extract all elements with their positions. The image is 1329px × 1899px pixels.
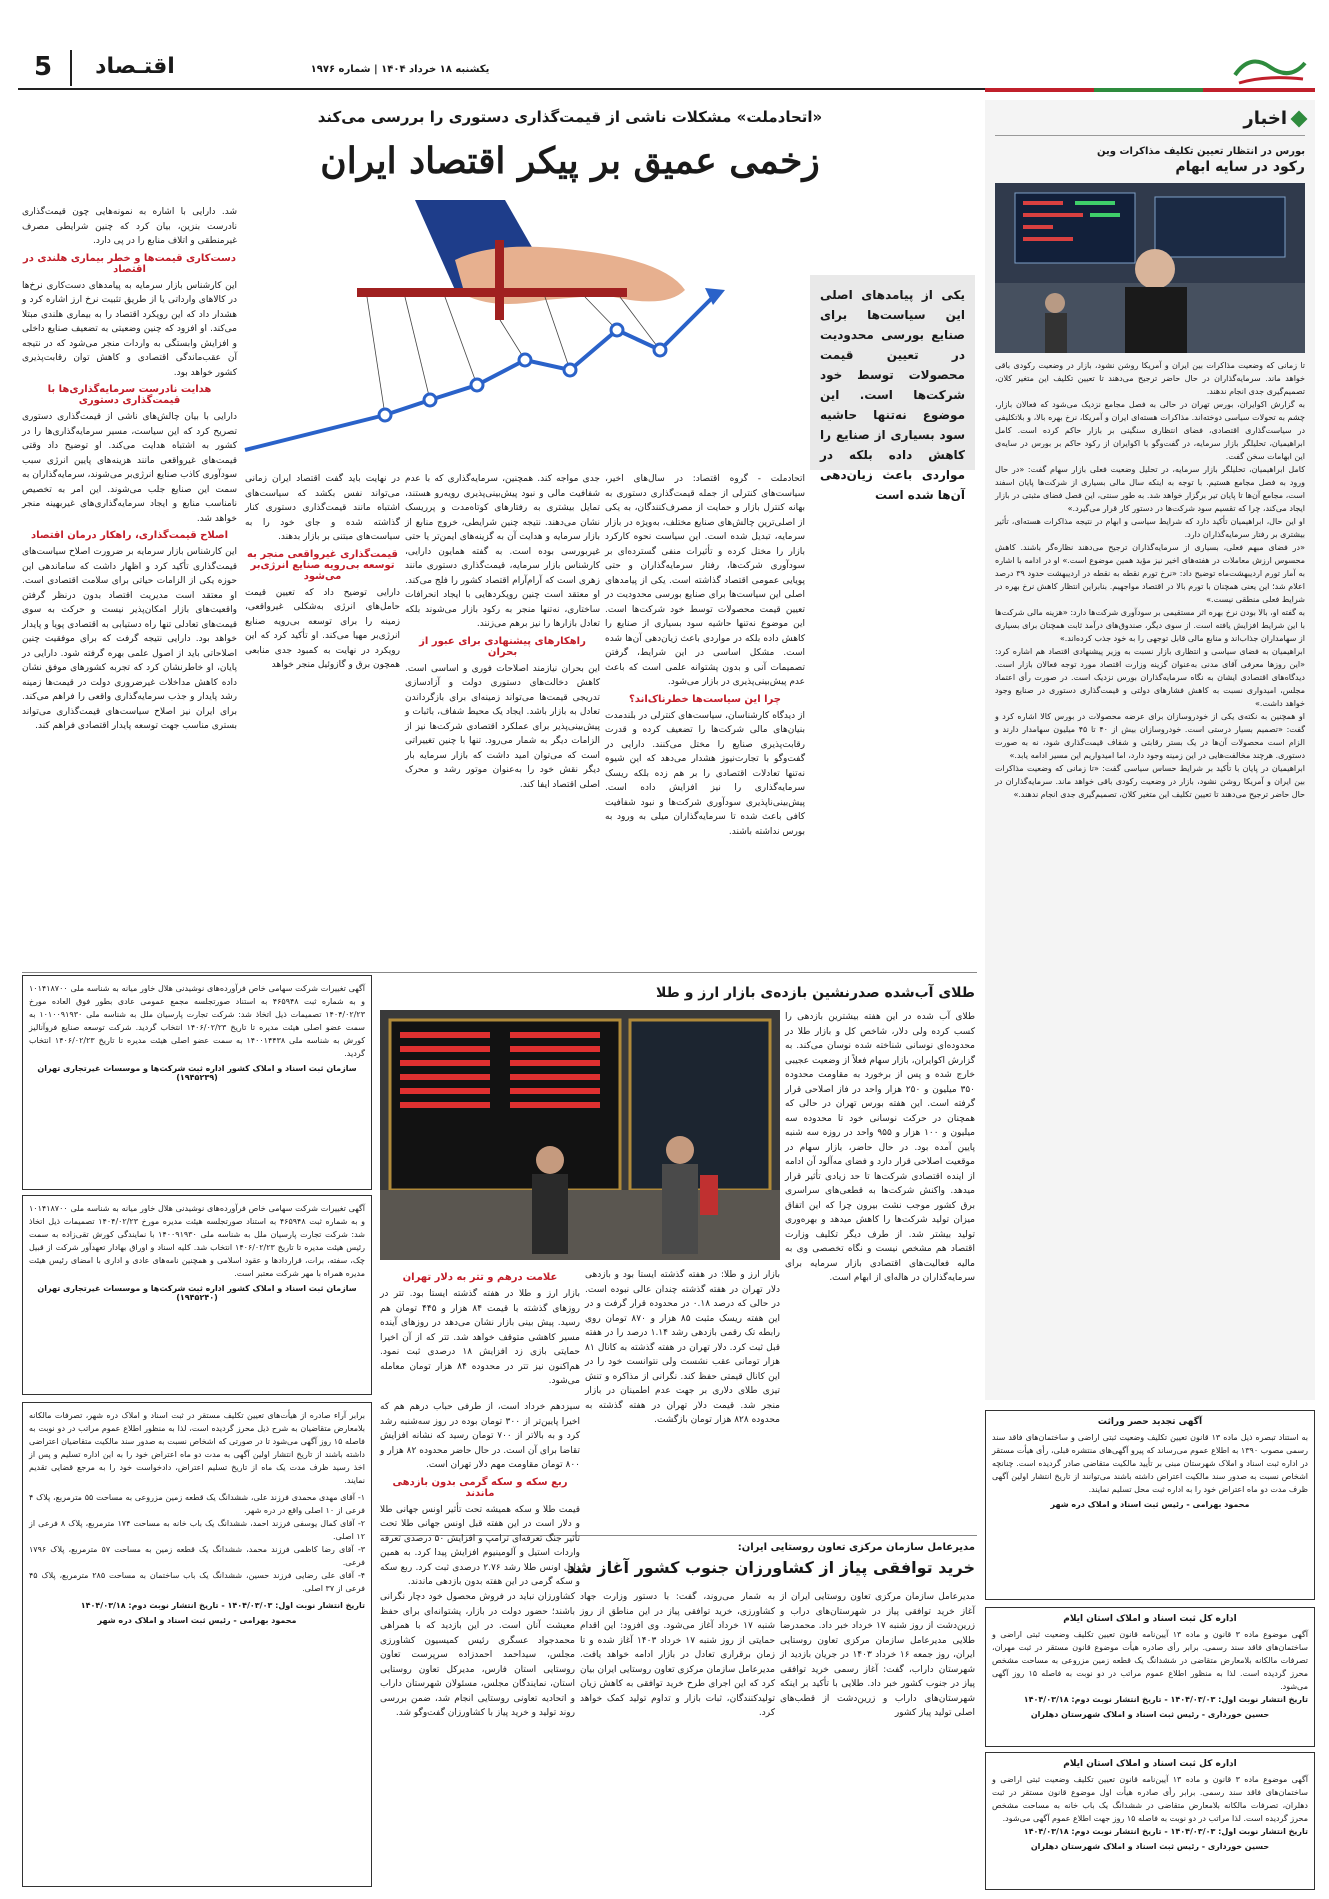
- main-paragraph: جدی مواجه کند. همچنین، سرمایه‌گذاری که با عدم شفافیت مالی و نبود پیش‌بینی‌پذیری رویه‌رو هستند، تمایل بیشتری به رفتارهای کوتاه‌مدت و پرریسک نشان می‌دهند. نتیجه چنین شرایطی، خروج منابع از بازار سرمایه و هدایت آن به گزینه‌های ایمن‌تر یا حتی غیربورسی بوده است. به گفته همایون دارایی، کارشناس بازار سرمایه، قیمت‌گذاری دستوری مانند زهری است که آرام‌آرام اقتصاد کشور را فلج می‌کند. او معتقد است چنین رویکردهایی با ایجاد انحرافات ساختاری، نه‌تنها منجر به رکود بازار می‌شوند بلکه تعادل بازارها را نیز برهم می‌زنند.: [405, 474, 600, 629]
- gold-headline: طلای آب‌شده صدرنشین بازده‌ی بازار ارز و طلا: [656, 985, 975, 1001]
- subhead: قیمت‌گذاری غیرواقعی منجر به توسعه بی‌رویه صنایع انرژی‌بر می‌شود: [247, 548, 398, 582]
- notice-text: آگهی موضوع ماده ۳ قانون و ماده ۱۳ آیین‌نامه قانون تعیین تکلیف وضعیت ثبتی اراضی و ساختمان‌های فاقد سند رسمی. برابر رأی صادره هیأت اول موضوع قانون مستقر در ثبت دهلران، تصرفات مالکانه بلامعارض متقاضی در ششدانگ یک باب خانه به مساحت مشخص محرز گردیده است. لذا مراتب در دو نوبت به فاصله ۱۵ روز جهت اطلاع عموم آگهی می‌شود.: [992, 1775, 1308, 1823]
- news-paragraph: او این حال، ابراهیمیان تأکید دارد که شرایط سیاسی و ابهام در نتیجه مذاکرات هسته‌ای، تأثیر بیشتری بر رفتار سرمایه‌گذاران دارد.: [995, 517, 1305, 539]
- header-divider: [70, 50, 72, 86]
- notice-dates: تاریخ انتشار نوبت اول: ۱۴۰۴/۰۳/۰۳ - تاریخ انتشار نوبت دوم: ۱۴۰۴/۰۳/۱۸: [1023, 1695, 1308, 1704]
- news-paragraph: کامل ابراهیمیان، تحلیلگر بازار سرمایه، در تحلیل وضعیت فعلی بازار سهام گفت: «در حال ورود به فصل مجامع هستیم. با توجه به اینکه سال مالی بسیاری از شرکت‌ها پایان اسفند است، مجامع آن‌ها تا پایان تیر برگزار خواهد شد. به طور سنتی، این فصل فضای مثبتی در بازار ایجاد می‌کند، چرا که تقسیم سود شرکت‌ها در دستور کار قرار می‌گیرد.»: [995, 465, 1305, 513]
- news-paragraph: «در فضای مبهم فعلی، بسیاری از سرمایه‌گذاران ترجیح می‌دهند نظاره‌گر باشند. کاهش محسوس ارزش معاملات در هفته‌های اخیر نیز مؤید همین موضوع است.» او در ادامه با اشاره به آمار تورم اردیبهشت‌ماه توضیح داد: «نرخ تورم نقطه به نقطه در اردیبهشت حدود ۳۹ درصد اعلام شد؛ این یعنی همچنان با تورم بالا در اقتصاد مواجهیم. بنابراین انتظار کاهش نرخ بهره در شرایط فعلی منطقی نیست.»: [995, 543, 1305, 604]
- onion-paragraph: مدیرعامل سازمان مرکزی تعاون روستایی ایران از آغاز خرید توافقی پیاز در شهرستان‌های دراب و زرین‌دشت از روز شنبه ۱۷ خرداد خبر داد. محمدرضا طلایی مدیرعامل سازمان مرکزی تعاون روستایی ایران، روز جمعه ۱۶ خرداد ۱۴۰۳ در جریان بازدید از شهرستان داراب، گفت: آغاز رسمی خرید توافقی پیاز در جنوب کشور خبر داد. طلایی با تأکید بر اینکه شهرستان‌های داراب و زرین‌دشت از قطب‌های اصلی تولید پیاز کشور: [780, 1592, 976, 1718]
- diamond-bullet-icon: [1291, 110, 1308, 127]
- news-column: [985, 100, 1315, 1400]
- subhead: علامت درهم و تتر به دلار تهران: [402, 1272, 558, 1283]
- pull-quote: [810, 275, 975, 502]
- header-rule: [18, 88, 986, 90]
- notice-text: برابر آراء صادره از هیأت‌های تعیین تکلیف مستقر در ثبت اسناد و املاک دره شهر، تصرفات مالکانه بلامعارض متقاضیان به شرح ذیل محرز گردیده است، لذا به منظور اطلاع عموم مراتب در دو نوبت به فاصله ۱۵ روز آگهی می‌شود تا در صورتی که اشخاص نسبت به صدور سند مالکیت متقاضیان اعتراضی داشته باشند از تاریخ انتشار اولین آگهی به مدت دو ماه اعتراض خود را به این اداره تسلیم و پس از اخذ رسید ظرف مدت یک ماه از تاریخ تسلیم اعتراض، دادخواست خود را به مرجع قضایی تقدیم نمایند.: [29, 1411, 365, 1485]
- main-paragraph: این کارشناس بازار سرمایه بر ضرورت اصلاح سیاست‌های قیمت‌گذاری تأکید کرد و اظهار داشت که ساماندهی این حوزه یکی از الزامات حیاتی برای سلامت اقتصادی است. او معتقد است مدیریت اقتصاد بدون درنظر گرفتن واقعیت‌های بازار امکان‌پذیر نیست و حرکت به سوی قیمت‌های تعادلی تنها راه دستیابی به اقتصادی پویا و پایدار خواهد بود. دارایی نتیجه گرفت که برای موفقیت چنین اصلاحاتی باید از اصول علمی بهره گرفته شود. دارایی در پایان، او خاطرنشان کرد که تجربه کشورهای موفق نشان داده کاهش مداخلات غیرضروری دولت در قیمت‌ها زمینه رشد پایدار و جذب سرمایه‌گذاری واقعی را فراهم می‌کند. برای ایران نیز اصلاح سیاست‌های قیمت‌گذاری می‌تواند بستری مناسب جهت توسعه پایدار اقتصادی فراهم کند.: [22, 547, 237, 731]
- main-paragraph: دارایی توضیح داد که تعیین قیمت حامل‌های انرژی به‌شکلی غیرواقعی، زمینه را برای توسعه بی‌رویه صنایع انرژی‌بر مهیا می‌کند. او تأکید کرد که این رویکرد در نهایت به کمبود جدی منابعی همچون برق و گازوئیل منجر خواهد: [245, 587, 400, 670]
- registry-notice-1: [985, 1607, 1315, 1747]
- main-col-1: [22, 205, 237, 970]
- land-notice: [22, 1402, 372, 1887]
- subhead: هدایت نادرست سرمایه‌گذاری‌ها با قیمت‌گذاری دستوری: [47, 384, 212, 406]
- marionette-hand-illustration: [245, 200, 805, 465]
- notice-footer: سازمان ثبت اسناد و املاک کشور اداره ثبت شرکت‌ها و موسسات غیرتجاری تهران (۱۹۴۵۲۳۹): [37, 1064, 357, 1082]
- notice-footer: محمود بهرامی - رئیس ثبت اسناد و املاک دره شهر: [97, 1616, 297, 1625]
- onion-paragraph: کشاورزان نباید در فروش محصول خود دچار نگرانی باشند؛ حضور دولت در بازار، پشتوانه‌ای برای حفظ معیشت آنان است. در این بازدید که با همراهی محمدجواد عسگری رئیس کمیسیون کشاورزی مجلس، سیداحمد احمدزاده سرپرست تعاون روستایی استان فارس، مدیرکل تعاون روستایی استان، نمایندگان مجلس، مسئولان شهرستان داراب و اتحادیه تعاونی روستایی انجام شد، ضمن بررسی روند تولید و خرید پیاز با کشاورزان گفت‌وگو شد.: [380, 1592, 575, 1718]
- news-kicker: بورس در انتظار تعیین تکلیف مذاکرات وین: [1097, 146, 1305, 157]
- main-paragraph: دارایی با بیان چالش‌های ناشی از قیمت‌گذاری دستوری تصریح کرد که این سیاست، مسیر سرمایه‌گذاری‌ها را در کشور به اشتباه هدایت می‌کند. او توضیح داد وقتی قیمت‌های غیرواقعی مانند هزینه‌های پایین انرژی سبب سودآوری کاذب صنایع انرژی‌بر می‌شوند، سرمایه‌گذاران به سمت این صنایع جلب می‌شوند. این امر به تخصیص نامناسب منابع و ایجاد سرمایه‌گذاری‌های غیربهینه منجر خواهد شد.: [22, 412, 237, 524]
- onion-kicker: مدیرعامل سازمان مرکزی تعاون روستایی ایران:: [737, 1542, 975, 1553]
- notice-text: آگهی تغییرات شرکت سهامی خاص فرآورده‌های نوشیدنی هلال خاور میانه به شناسه ملی ۱۰۱۴۱۸۷۰۰ و به شماره ثبت ۴۶۵۹۴۸ به استناد صورتجلسه هیئت مدیره مورخ ۱۴۰۴/۰۲/۲۳ تصمیمات ذیل اتخاذ شد: شرکت تجارت پارسیان ملل به شناسه ملی ۱۴۰۰۹۱۹۳۰ با نمایندگی کورش تقی‌زاده به سمت رئیس هیئت مدیره تا تاریخ ۱۴۰۶/۰۲/۲۳ انتخاب شد. کلیه اسناد و اوراق بهادار تعهدآور شرکت از قبیل چک، سفته، برات، قراردادها و عقود اسلامی و همچنین نامه‌های عادی و اداری با امضای رئیس هیئت مدیره همراه با مهر شرکت معتبر است.: [29, 1204, 366, 1278]
- notice-list: ۱- آقای مهدی محمدی فرزند علی، ششدانگ یک قطعه زمین مزروعی به مساحت ۵۵ مترمربع، پلاک ۴ فرعی از ۱۰ اصلی واقع در دره شهر. ۲- آقای کمال یوسفی فرزند احمد، ششدانگ یک باب خانه به مساحت ۱۷۴ مترمربع، پلاک ۸ فرعی از ۱۲ اصلی. ۳- آقای رضا کاظمی فرزند محمد، ششدانگ یک قطعه زمین به مساحت ۵۷ مترمربع، پلاک ۱۷۹۶ فرعی. ۴- آقای علی رضایی فرزند حسین، ششدانگ یک باب ساختمان به مساحت ۲۸۵ مترمربع، پلاک ۴۵ فرعی از ۳۷ اصلی.: [29, 1493, 366, 1593]
- main-paragraph: این بحران نیازمند اصلاحات فوری و اساسی است. کاهش دخالت‌های دستوری دولت و آزادسازی تدریجی قیمت‌ها می‌تواند زمینه‌ای برای بازگرداندن تعادل به بازار باشد. ایجاد یک محیط شفاف، باثبات و پیش‌بینی‌پذیر برای عملکرد اقتصادی شرکت‌ها نیز از الزامات دیگر به شمار می‌رود. تنها با چنین تغییراتی است که می‌توان امید داشت که بازار سرمایه بار دیگر نقش خود را به‌عنوان موتور رشد و محرک اصلی اقتصاد ایفا کند.: [405, 663, 600, 790]
- onion-col-3: [380, 1590, 575, 1890]
- gold-paragraph: طلای آب شده در این هفته بیشترین بازدهی را کسب کرده ولی دلار، شاخص کل و بازار طلا در محدوده‌ای نوسانی شناخته شده نوسان می‌کند. به گزارش اکوایران، بازار سهام فعلاً از وضعیت عجیبی خارج شده و پس از برخورد به مقاومت محدوده ۳۵۰ میلیون و ۲۵۰ هزار واحد در فاز اصلاحی قرار گرفته است. این هفته بورس تهران در حالی که همچنان در حرکت نوسانی خود تا محدوده سه میلیون و ۱۰۰ هزار و ۹۵۵ واحد در روزه سه شنبه پایین آمده بود. در حال حاضر، بازار سهام در موقعیت اصلاحی قرار دارد و فضای مه‌آلود آن ادامه از اینده اقتصادی شرکت‌ها تا حد زیادی تأثیر قرار میدهد. واکنش شرکت‌ها به قطعی‌های سراسری برق کشور موجب نشت بیرون چرا که این اتفاق میزان تولید شرکت‌ها را کاهش میدهد و بهره‌وری تولید بیشتر شد. از طرف دیگر تکلیف وزارت اقتصاد هم مشخص نیست و نگاه تخصصی وی به مالیه فعالیت‌های اقتصادی بازار سرمایه برای سرمایه‌گذاران در هاله‌ای از ابهام است.: [785, 1012, 975, 1283]
- notice-title: اداره کل ثبت اسناد و املاک استان ایلام: [1063, 1614, 1237, 1624]
- company-notice-1: [22, 975, 372, 1190]
- main-col-b: [405, 472, 600, 967]
- main-paragraph: شد. دارایی با اشاره به نمونه‌هایی چون قیمت‌گذاری نادرست بنزین، بیان کرد که چنین شرایطی مصرف غیرمنطقی و اتلاف منابع را در پی دارد.: [22, 207, 237, 246]
- news-paragraph: به گزارش اکوایران، بورس تهران در حالی به فصل مجامع نزدیک می‌شود که فعالان بازار، چشم به تحولات سیاسی دوخته‌اند. مذاکرات هسته‌ای ایران و آمریکا، نرخ بهره بالا، و بلاتکلیفی در سیاست‌گذاری اقتصادی، فضای انتظاری سنگینی بر بازار حاکم کرده است. کامل ابراهیمیان، تحلیلگر بازار سرمایه، در گفت‌وگو با اکوایران از رکود حاکم بر بورس در سایه‌ی این ابهامات سخن گفت.: [995, 400, 1305, 461]
- notice-dates: تاریخ انتشار نوبت اول: ۱۴۰۴/۰۳/۰۳ - تاریخ انتشار نوبت دوم: ۱۴۰۴/۰۳/۱۸: [80, 1601, 365, 1610]
- registry-notice-2: [985, 1752, 1315, 1890]
- gold-paragraph: بازار ارز و طلا: در هفته گذشته ایستا بود و بازدهی دلار تهران در هفته گذشته چندان عالی نبوده است. در حالی که درصد ۰.۱۸ در محدوده قرار گرفت و در این هفته ریسک مثبت ۸۵ هزار و ۸۷۰ تومان روی رابطه تک رقمی بازدهی رشد ۱.۱۴ درصد را در هفته قبل ثبت کرد. دلار تهران در هفته گذشته به کانال ۸۱ هزار تومانی عقب نشست ولی نتوانست خود را در این کانال قیمتی حفظ کند. نگرانی از مذاکره و تنش تیزی طلای دلاری بر جهت عدم اطمینان در بازار منجر شد. قیمت دلار تهران در هفته گذشته به محدوده ۸۲۸ هزار تومان بازگشت.: [585, 1270, 780, 1425]
- onion-col-1: [780, 1590, 975, 1890]
- news-column-title: اخبار: [1243, 108, 1287, 129]
- date-line: یکشنبه ۱۸ خرداد ۱۴۰۴ | شماره ۱۹۷۶: [310, 64, 490, 75]
- company-notice-2: [22, 1195, 372, 1395]
- notice-footer: حسین خورداری - رئیس ثبت اسناد و املاک شهرستان دهلران: [1030, 1842, 1270, 1851]
- notice-title: آگهی تجدید حصر وراثت: [1097, 1417, 1203, 1427]
- section-divider: [22, 972, 977, 973]
- gold-col-1: [785, 1010, 975, 1530]
- news-paragraph: به گفته او، بالا بودن نرخ بهره اثر مستقیمی بر سودآوری شرکت‌ها دارد: «هزینه مالی شرکت‌ها با این شرایط افزایش یافته است. از سوی دیگر، صندوق‌های درآمد ثابت همچنان برای بسیاری از سهامداران جذاب‌اند و منابع مالی قابل توجهی را به خود جذب کرده‌اند.»: [994, 608, 1305, 643]
- news-paragraph: ابراهیمیان در پایان با تأکید بر شرایط حساس سیاسی گفت: «تا زمانی که وضعیت مذاکرات بین ایران و آمریکا روشن نشود، بازار در وضعیت رکودی باقی خواهد ماند. سرمایه‌گذاران در حال حاضر ترجیح می‌دهند تا تعیین تکلیف این متغیر کلان، تصمیم‌گیری جدی انجام ندهند.»: [995, 764, 1305, 799]
- notice-text: آگهی موضوع ماده ۳ قانون و ماده ۱۳ آیین‌نامه قانون تعیین تکلیف وضعیت ثبتی اراضی و ساختمان‌های فاقد سند رسمی. برابر رأی صادره هیأت موضوع قانون مستقر در ثبت مهران، تصرفات مالکانه بلامعارض متقاضی در ششدانگ یک قطعه زمین مزروعی به مساحت مشخص محرز گردیده است. لذا به منظور اطلاع عموم مراتب در دو نوبت به فاصله ۱۵ روز آگهی می‌شود.: [992, 1630, 1308, 1691]
- onion-paragraph: به شمار می‌روند، گفت: با دستور وزارت جهاد کشاورزی، خرید توافقی پیاز در این مناطق از روز شنبه ۱۷ خرداد آغاز می‌شود. وی افزود: این اقدام حمایتی از روز شنبه ۱۷ خرداد ۱۴۰۳ آغاز شده و تا زمان برقراری تعادل در بازار ادامه خواهد یافت. مدیرعامل سازمان مرکزی تعاون روستایی ایران بیان کرد که این اجرای طرح خرید توافقی به کاهش زیان تولیدکنندگان، ثبات بازار و تداوم تولید کمک خواهد کرد.: [580, 1592, 776, 1718]
- notice-footer: حسین خورداری - رئیس ثبت اسناد و املاک شهرستان دهلران: [1030, 1710, 1270, 1719]
- section-title: اقتـصاد: [95, 54, 175, 79]
- notice-text: به استناد تبصره ذیل ماده ۱۳ قانون تعیین تکلیف وضعیت ثبتی اراضی و ساختمان‌های فاقد سند رسمی مصوب ۱۳۹۰ به اطلاع عموم می‌رساند که پیرو آگهی‌های منتشره قبلی، رأی هیأت مستقر در اداره ثبت اسناد و املاک شهرستان مبنی بر تأیید مالکیت متقاضی صادر گردیده است. چنانچه اشخاص نسبت به صدور سند مالکیت اعتراض داشته باشند می‌توانند از تاریخ انتشار اولین آگهی ظرف مدت دو ماه اعتراض خود را به اداره ثبت محل تسلیم نمایند.: [992, 1433, 1309, 1494]
- stock-trader-photo: [995, 183, 1305, 353]
- gold-col-2: [585, 1268, 780, 1528]
- main-paragraph: این کارشناس بازار سرمایه به پیامدهای دست‌کاری نرخ‌ها در کالاهای وارداتی یا از طریق تثبیت نرخ ارز اشاره کرد و هشدار داد که این رویکرد اقتصاد را به بیماری هلندی مبتلا می‌کند. او افزود که چنین وضعیتی به تضعیف صنایع داخلی و افزایش وابستگی به واردات منجر می‌شود که در نتیجه آن عقب‌ماندگی اقتصادی و کاهش توان رقابت‌پذیری کشور خواهد بود.: [22, 280, 237, 378]
- main-paragraph: در نهایت باید گفت اقتصاد ایران زمانی می‌تواند نفس بکشد که سیاست‌های اشتباه مانند قیمت‌گذاری دستوری کنار گذاشته شده و جای خود را به سیاست‌های مبتنی بر بازار بدهند.: [245, 474, 400, 542]
- onion-headline: خرید توافقی پیاز از کشاورزان جنوب کشور آغاز شد: [566, 1558, 975, 1577]
- main-headline: زخمی عمیق بر پیکر اقتصاد ایران: [320, 140, 820, 182]
- color-band: [985, 88, 1315, 92]
- gold-paragraph: بازار ارز و طلا در هفته گذشته ایستا بود. تتر در روزهای گذشته با قیمت ۸۴ هزار و ۴۴۵ تومان هم رسید. پیش بینی بازار نشان می‌دهد در روزهای آینده مسیر کاهشی متوقف خواهد شد. تتر که از آن اخیرا حمایتی بازی زد افزایش ۱۸ درصدی ثبت نمود. هم‌اکنون نیز تتر در محدوده ۸۴ هزار تومان معامله می‌شود.: [380, 1289, 580, 1386]
- page-number: 5: [33, 52, 53, 82]
- gold-paragraph: سیزدهم خرداد است، از طرفی حباب درهم هم که اخیرا پایین‌تر از ۳۰۰ تومان بوده در روز سه‌شنبه رشد کرد و به بالاتر از ۷۰۰ تومان رسید که نشانه افزایش تقاضا برای آن است. در حال حاضر محدوده ۸۲ هزار و ۸۰۰ تومان مقاومت مهم دلار تهران است.: [380, 1402, 581, 1470]
- subhead: دست‌کاری قیمت‌ها و خطر بیماری هلندی در اقتصاد: [22, 252, 237, 275]
- subhead: چرا این سیاست‌ها خطرناک‌اند؟: [629, 693, 781, 705]
- main-paragraph: اتحادملت - گروه اقتصاد: در سال‌های اخیر، سیاست‌های کنترلی از جمله قیمت‌گذاری دستوری به بهانه کنترل بازار و حمایت از مصرف‌کنندگان، به یکی از اصلی‌ترین چالش‌های صنایع مختلف، به‌ویژه در بازار سرمایه، تبدیل شده است. این سیاست نحوه کارکرد بازار را مختل کرده و تأثیرات منفی گسترده‌ای بر سودآوری شرکت‌ها، رفتار سرمایه‌گذاران و حتی پویایی عمومی اقتصاد گذاشته است. یکی از پیامدهای اصلی این سیاست‌ها برای صنایع بورسی محدودیت در تعیین قیمت محصولات توسط خود شرکت‌ها است. این موضوع نه‌تنها حاشیه سود بسیاری از صنایع را کاهش داده بلکه در مواردی باعث زیان‌دهی آن‌ها شده است. مشکل اساسی در این شرایط، گرفتن تصمیمات آنی و بدون پشتوانه علمی است که باعث عدم پیش‌بینی‌پذیری در بازار می‌شود.: [605, 474, 805, 687]
- main-kicker: «اتحادملت» مشکلات ناشی از قیمت‌گذاری دستوری را بررسی می‌کند: [317, 108, 823, 126]
- subhead: راهکارهای پیشنهادی برای عبور از بحران: [419, 635, 586, 658]
- main-paragraph: از دیدگاه کارشناسان، سیاست‌های کنترلی در بلندمدت بنیان‌های مالی شرکت‌ها را تضعیف کرده و قدرت رقابت‌پذیری صنایع را مختل می‌کنند. دارایی در گفت‌وگو با تجارت‌نیوز هشدار می‌دهد که این شیوه نه‌تنها تعادلات اقتصادی را بر هم زده بلکه ریسک سرمایه‌گذاری را نیز افزایش داده است. پیش‌بینی‌ناپذیری سودآوری شرکت‌ها و نبود شفافیت کافی باعث شده تا سرمایه‌گذاران میلی به ورود به بورس نداشته باشند.: [605, 710, 805, 837]
- news-headline: رکود در سایه ابهام: [1175, 159, 1305, 175]
- news-paragraph: تا زمانی که وضعیت مذاکرات بین ایران و آمریکا روشن نشود، بازار در وضعیت رکودی باقی خواهد ماند. سرمایه‌گذاران در حال حاضر ترجیح می‌دهند تا تعیین تکلیف این متغیر کلان، تصمیم‌گیری جدی انجام ندهند.: [995, 361, 1305, 396]
- gold-paragraph: قیمت طلا و سکه همیشه تحت تأثیر اونس جهانی طلا و دلار است در این هفته قبل اونس جهانی طلا تحت تأثیر جنگ تعرفه‌ای ترامپ و افزایش ۵۰ درصدی تعرفه واردات استیل و آلومینیوم افزایش پیدا کرد. به همین دلیل اونس طلا رشد ۲.۷۶ درصدی ثبت کرد. ربع سکه و سکه گرمی در این هفته بدون بازدهی ماندند.: [380, 1504, 580, 1587]
- notice-dates: تاریخ انتشار نوبت اول: ۱۴۰۴/۰۳/۰۳ - تاریخ انتشار نوبت دوم: ۱۴۰۴/۰۳/۱۸: [1023, 1827, 1308, 1836]
- notice-text: آگهی تغییرات شرکت سهامی خاص فرآورده‌های نوشیدنی هلال خاور میانه به شناسه ملی ۱۰۱۴۱۸۷۰۰ و به شماره ثبت ۴۶۵۹۴۸ به استناد صورتجلسه مجمع عمومی عادی بطور فوق العاده مورخ ۱۴۰۴/۰۲/۲۳ تصمیمات ذیل اتخاذ شد: شرکت تجارت پارسیان ملل به شناسه ملی ۱۰۱۰۰۹۱۹۳۰ به سمت عضو اصلی هیئت مدیره تا تاریخ ۱۴۰۶/۰۲/۲۳ انتخاب گردید. شرکت توسعه صنایع فروآنالیز کورش به شناسه ملی ۱۴۰۰۱۴۴۳۸ به سمت عضو اصلی هیئت مدیره تا تاریخ ۱۴۰۶/۰۲/۲۳ انتخاب گردید.: [29, 984, 366, 1058]
- subhead: اصلاح قیمت‌گذاری، راهکار درمان اقتصاد: [30, 530, 229, 541]
- main-col-a: [605, 472, 805, 967]
- news-body: [995, 359, 1305, 801]
- exchange-shop-photo: [380, 1010, 780, 1260]
- notice-footer: سازمان ثبت اسناد و املاک کشور اداره ثبت شرکت‌ها و موسسات غیرتجاری تهران (۱۹۴۵۲۴۰): [37, 1284, 357, 1302]
- pull-quote-text: یکی از پیامدهای اصلی این سیاست‌ها برای صنایع بورسی محدودیت در تعیین قیمت محصولات توسط خود شرکت‌ها است. این موضوع نه‌تنها حاشیه سود بسیاری از صنایع را کاهش داده بلکه در مواردی باعث زیان‌دهی آن‌ها شده است: [820, 288, 965, 502]
- inheritance-notice: [985, 1410, 1315, 1600]
- gold-extra: [380, 1400, 581, 1587]
- notice-footer: محمود بهرامی - رئیس ثبت اسناد و املاک دره شهر: [1050, 1500, 1250, 1509]
- subhead: ربع سکه و سکه گرمی بدون بازدهی ماندند: [392, 1476, 568, 1499]
- news-paragraph: او همچنین به نکته‌ی یکی از خودروسازان برای عرضه محصولات در بورس کالا اشاره کرد و گفت: «تصمیم بسیار درستی است. خودروسازان بیش از ۴۰ تا ۴۵ میلیون سهامدار دارند و الزام است محصولات آن‌ها در یک بستر رقابتی و شفاف قیمت‌گذاری شود، نه به صورت دستوری. هرچند مخالفت‌هایی در این زمینه وجود دارد، اما امیدواریم این مسیر ادامه یابد.»: [995, 712, 1305, 760]
- main-col-c: [245, 472, 400, 967]
- onion-col-2: [580, 1590, 775, 1890]
- news-paragraph: ابراهیمیان به فضای سیاسی و انتظاری بازار نسبت به وزیر پیشنهادی اقتصاد هم اشاره کرد: «این روزها معرفی آقای مدنی به‌عنوان گزینه وزارت اقتصاد مورد توجه فعالان بازار است. دیدگاه‌های اقتصادی ایشان به نگاه سرمایه‌گذاران بورس نزدیک است. در صورت رأی اعتماد مجلس، امیدواری نسبت به کاهش فشارهای دولتی و قیمت‌گذاری دستوری در صنایع وجود خواهد داشت.»: [995, 647, 1305, 708]
- notice-title: اداره کل ثبت اسناد و املاک استان ایلام: [1063, 1759, 1237, 1769]
